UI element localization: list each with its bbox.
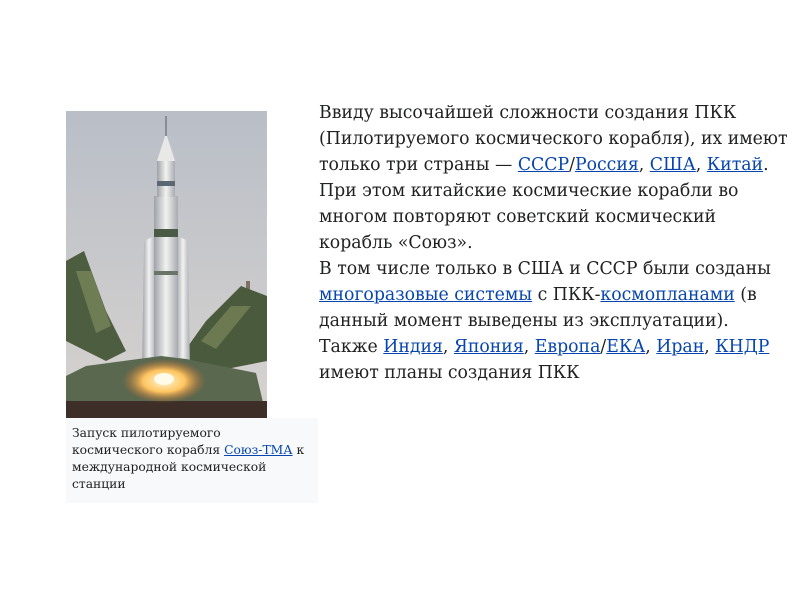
caption-text-before: Запуск пилотируемого космического корабля (72, 426, 225, 457)
link-japan[interactable]: Япония (453, 337, 524, 357)
p3-sep-1: , (442, 337, 454, 357)
p1-sep-1: / (569, 155, 575, 175)
soyuz-launch-photo[interactable] (66, 111, 267, 419)
p1-text-2: . При этом китайские космические корабли во многом повторяют советский космический корабль «Союз». (319, 155, 769, 253)
p1-text-1: Ввиду высочайшей сложности создания ПКК (Пилотируемого космического корабля), их имеют только три страны — (319, 103, 788, 175)
p1-sep-3: , (695, 155, 707, 175)
link-usa[interactable]: США (649, 155, 696, 175)
link-spaceplanes[interactable]: космопланами (600, 285, 735, 305)
link-esa[interactable]: ЕКА (606, 337, 646, 357)
link-china[interactable]: Китай (706, 155, 764, 175)
p1-sep-2: , (638, 155, 650, 175)
article-text (319, 100, 789, 386)
link-soyuz-tma[interactable]: Союз-ТМА (224, 443, 293, 457)
p2-text-2: с ПКК- (532, 285, 601, 305)
p2-text-3: (в данный момент выведены из эксплуатации). (319, 285, 757, 331)
p3-text-1: Также (319, 337, 384, 357)
paragraph-crewed-spacecraft-countries (319, 100, 789, 256)
caption-text-after: к международной космической станции (72, 443, 305, 491)
p3-sep-2: , (523, 337, 535, 357)
link-dprk[interactable]: КНДР (715, 337, 770, 357)
paragraph-future-plans (319, 334, 789, 386)
rocket-launch-illustration (66, 111, 267, 419)
p3-sep-5: , (704, 337, 716, 357)
image-caption (66, 418, 318, 503)
link-reusable-systems[interactable]: многоразовые системы (319, 285, 533, 305)
p2-text-1: В том числе только в США и СССР были созданы (319, 259, 771, 279)
p3-sep-3: / (600, 337, 607, 357)
p3-text-2: имеют планы создания ПКК (319, 363, 580, 383)
p3-sep-4: , (645, 337, 657, 357)
link-europe[interactable]: Европа (534, 337, 601, 357)
link-russia[interactable]: Россия (574, 155, 639, 175)
link-ussr[interactable]: СССР (517, 155, 570, 175)
paragraph-reusable-systems (319, 256, 789, 334)
link-iran[interactable]: Иран (656, 337, 705, 357)
link-india[interactable]: Индия (383, 337, 443, 357)
